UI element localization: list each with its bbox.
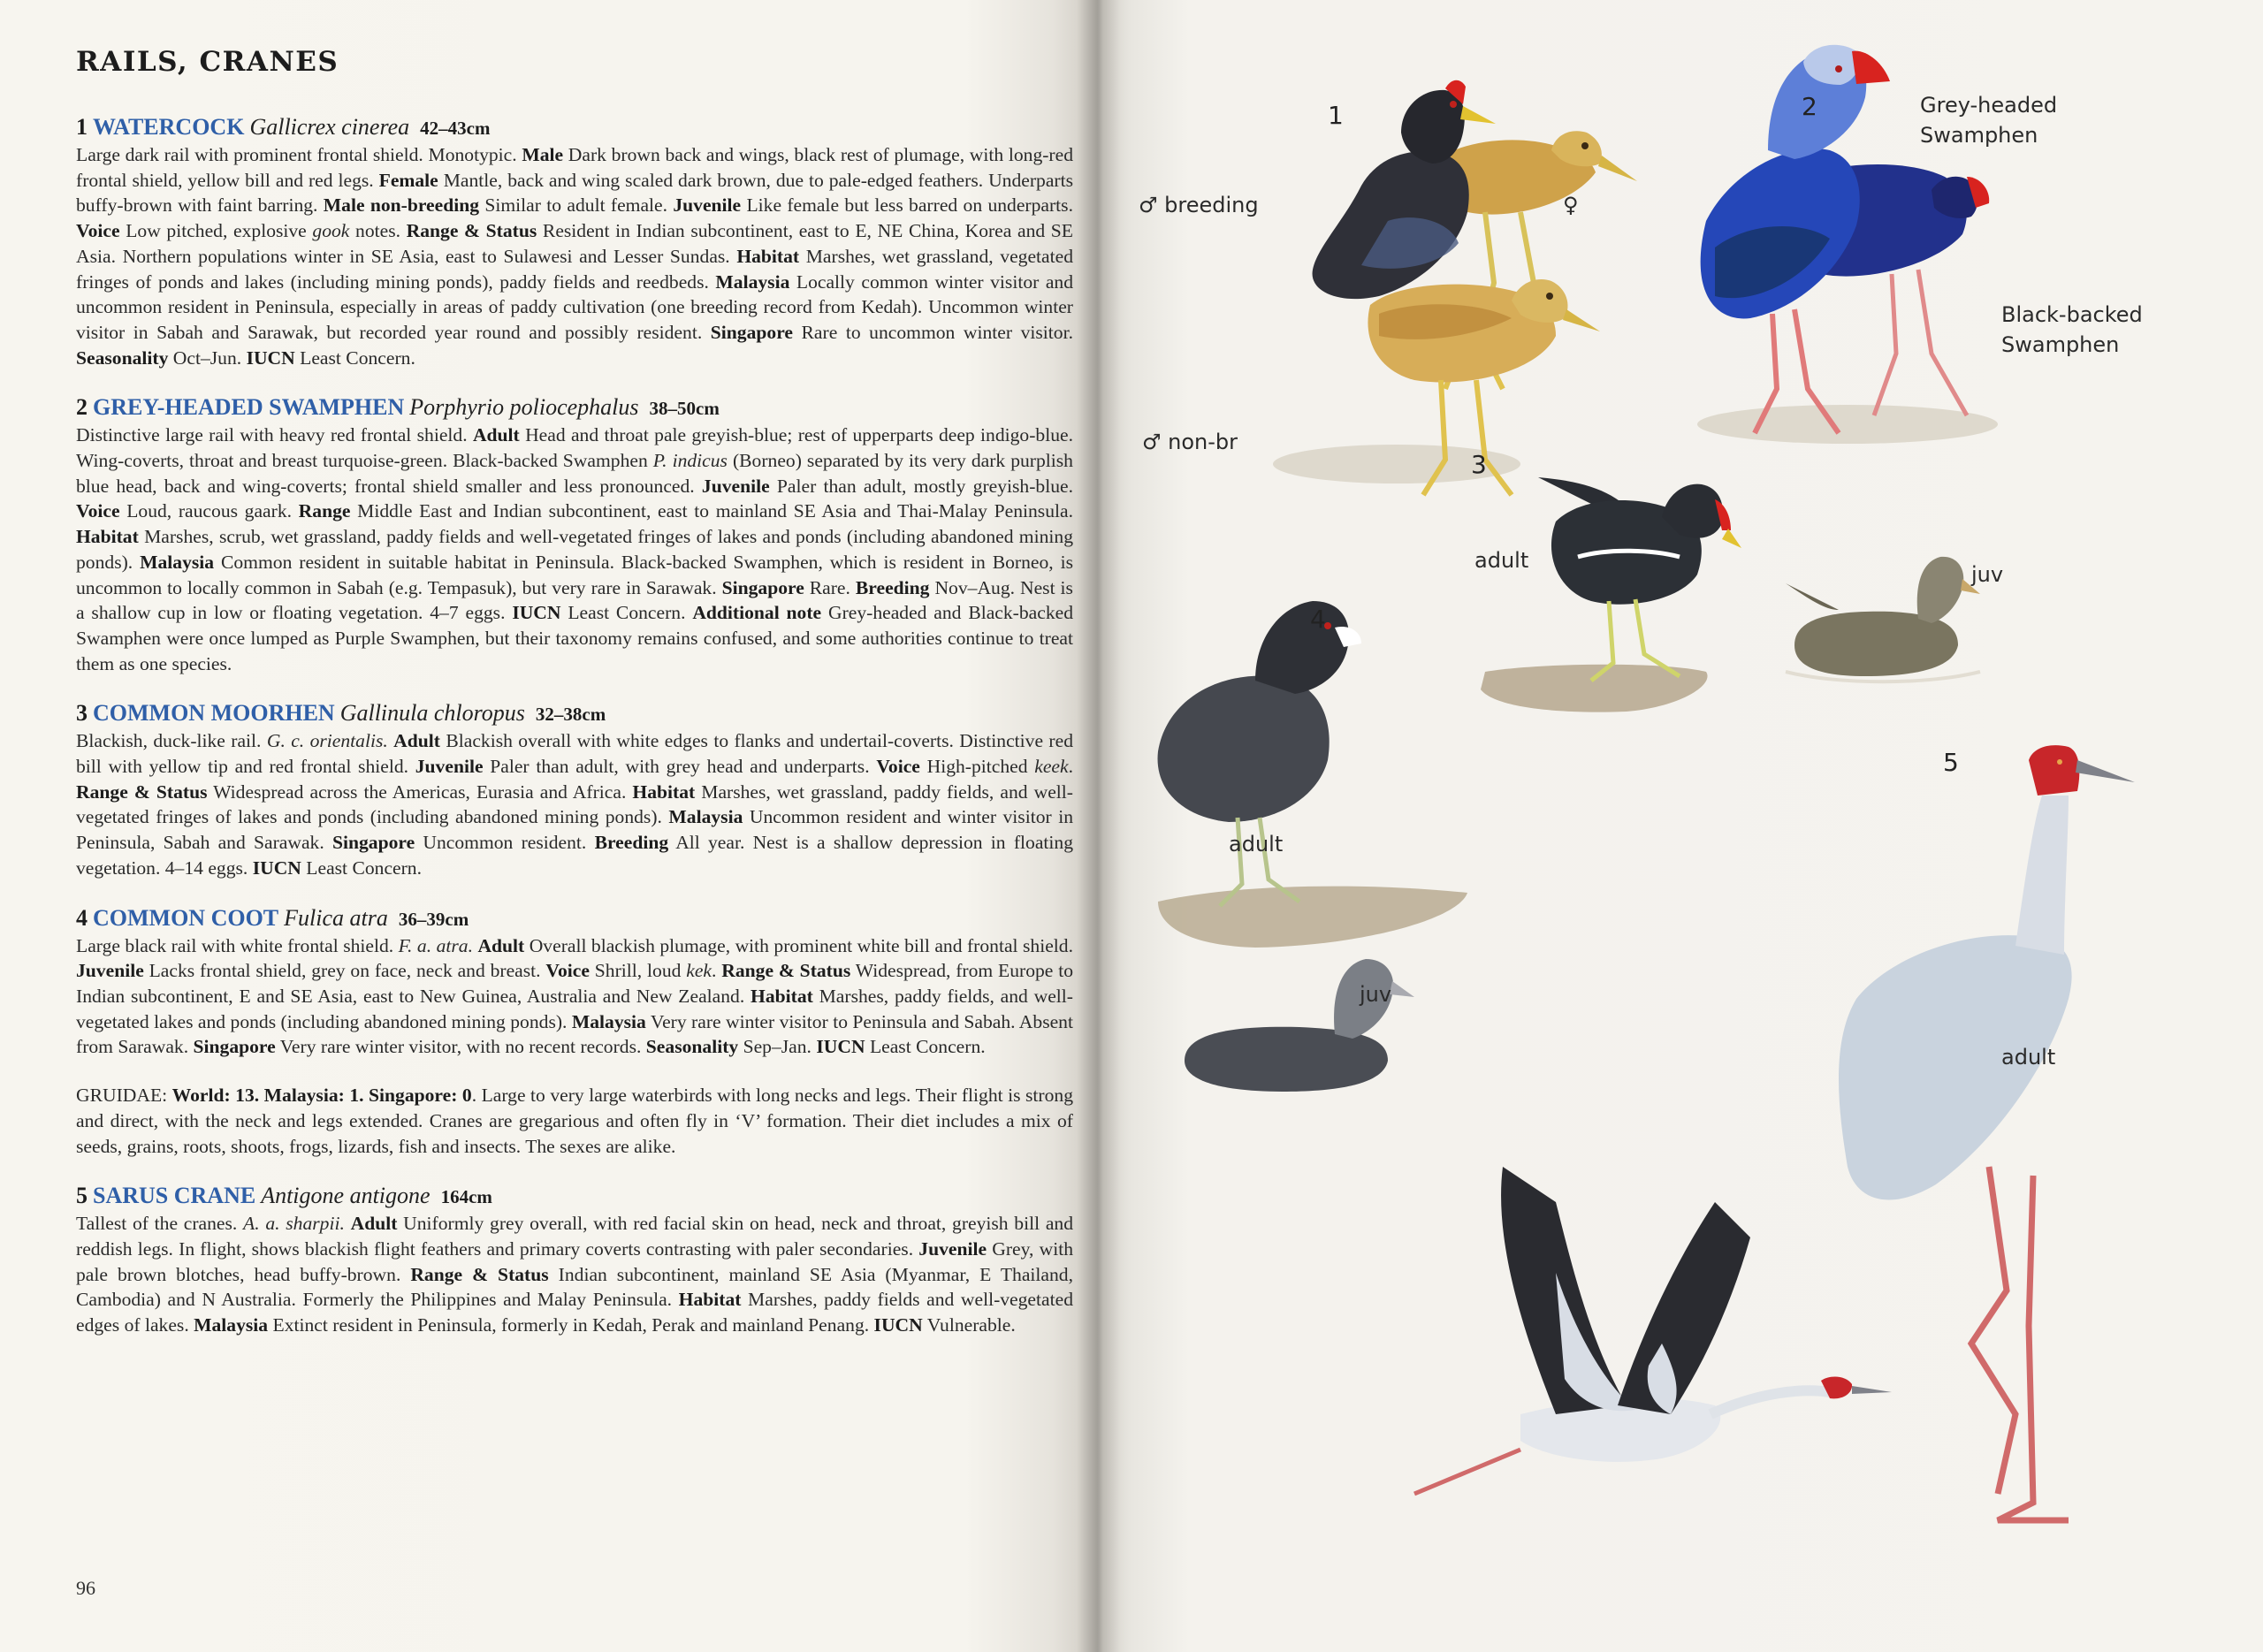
species-description: Large dark rail with prominent frontal shield. Monotypic. Male Dark brown back and wings, black rest of plumage, with long-red frontal shield, yellow bill and red legs. Female Mantle, back and wing scaled dark brown, due to pale-edged feathers. Underparts buffy-brown with faint barring. Male non-breeding Similar to adult female. Juvenile Like female but less barred on underparts. Voice Low pitched, explosive gook notes. Range & Status Resident in Indian subcontinent, east to E, NE China, Korea and SE Asia. Northern populations winter in SE Asia, east to Sulawesi and Lesser Sundas. Habitat Marshes, wet grassland, vegetated fringes of ponds and lakes (including mining ponds), paddy fields and reedbeds. Malaysia Locally common winter visitor and uncommon resident in Peninsula, especially in areas of paddy cultivation (one breeding record from Kedah). Uncommon winter visitor in Sabah and Sarawak, but recorded year round and possibly resident. Singapore Rare to uncommon winter visitor. Seasonality Oct–Jun. IUCN Least Concern.: [76, 144, 1074, 369]
species-description: Distinctive large rail with heavy red frontal shield. Adult Head and throat pale greyish-blue; rest of upperparts deep indigo-blue. Wing-coverts, throat and breast turquoise-green. Black-backed Swamphen P. indicus (Borneo) separated by its very dark purplish blue head, back and wing-coverts; frontal shield smaller and less pronounced. Juvenile Paler than adult, mostly greyish-blue. Voice Loud, raucous gaark. Range Middle East and Indian subcontinent, east to mainland SE Asia and Thai-Malay Peninsula. Habitat Marshes, scrub, wet grassland, paddy fields and well-vegetated fringes of lakes and ponds (including abandoned mining ponds). Malaysia Common resident in suitable habitat in Peninsula. Black-backed Swamphen, which is resident in Borneo, is uncommon to locally common in Sabah (e.g. Tempasuk), but very rare in Sarawak. Singapore Rare. Breeding Nov–Aug. Nest is a shallow cup in low or floating vegetation. 4–7 eggs. IUCN Least Concern. Additional note Grey-headed and Black-backed Swamphen were once lumped as Purple Swamphen, but their taxonomy remains confused, and some authorities continue to treat them as one species.: [76, 424, 1074, 674]
bold-keyword: Voice: [76, 220, 120, 242]
species-entry: [76, 699, 1073, 880]
coot-adult-figure: [1158, 601, 1361, 906]
italic-text: gook: [312, 220, 350, 242]
bold-keyword: Range & Status: [721, 960, 851, 982]
species-title: [76, 1182, 1073, 1211]
bold-keyword: Habitat: [76, 526, 139, 548]
bold-keyword: Adult: [393, 730, 440, 752]
bold-keyword: Breeding: [855, 576, 930, 598]
scientific-name: Antigone antigone: [261, 1183, 431, 1209]
left-page: [0, 0, 1096, 1652]
moorhen-adult-figure: [1538, 477, 1741, 681]
scientific-name: Fulica atra: [284, 904, 388, 931]
species-entry: [76, 1182, 1073, 1338]
bold-keyword: Male non-breeding: [323, 194, 480, 217]
species-number: 5: [76, 1183, 88, 1209]
bold-keyword: IUCN: [246, 346, 295, 369]
bold-keyword: Singapore: [710, 321, 793, 343]
species-name: SARUS CRANE: [93, 1183, 256, 1209]
species-size: 38–50cm: [649, 398, 720, 420]
label-male-breeding: ♂ breeding: [1139, 193, 1259, 217]
bold-keyword: Additional note: [692, 602, 822, 624]
bold-keyword: Female: [378, 169, 438, 191]
bold-keyword: Adult: [472, 424, 520, 446]
species-title: [76, 393, 1073, 423]
species-name: WATERCOCK: [93, 114, 245, 140]
bold-keyword: IUCN: [252, 856, 301, 879]
species-title: [76, 113, 1073, 142]
bold-keyword: Male: [522, 144, 564, 165]
italic-text: A. a. sharpii.: [243, 1213, 345, 1235]
sarus-crane-adult-figure: [1839, 745, 2135, 1520]
label-male-nonbreeding: ♂ non-br: [1142, 430, 1238, 454]
sarus-crane-illustration: [1414, 745, 2135, 1520]
label-black-backed-line1: Black-backed: [2001, 302, 2143, 327]
scientific-name: Gallicrex cinerea: [249, 114, 410, 140]
sarus-crane-flight-figure: [1414, 1167, 1892, 1494]
bold-keyword: Singapore: [193, 1036, 276, 1058]
species-size: 42–43cm: [420, 118, 491, 139]
moorhen-illustration: [1481, 477, 1980, 712]
italic-text: G. c. orientalis.: [266, 730, 388, 752]
bold-keyword: Habitat: [632, 780, 696, 803]
italic-text: F. a. atra.: [398, 934, 473, 956]
label-moorhen-juvenile: juv: [1971, 562, 2004, 587]
page-header: RAILS, CRANES: [76, 46, 339, 78]
bold-keyword: Malaysia: [715, 270, 790, 293]
species-entry: [76, 393, 1073, 676]
bold-keyword: Adult: [350, 1213, 398, 1235]
bold-keyword: Range & Status: [410, 1263, 549, 1285]
bold-keyword: Singapore: [721, 576, 804, 598]
right-page: [1096, 0, 2263, 1652]
plate-number-3: 3: [1471, 450, 1487, 479]
bold-keyword: Range: [298, 500, 351, 522]
moorhen-juvenile-figure: [1786, 557, 1980, 681]
watercock-illustration: [1273, 80, 1637, 495]
bold-keyword: Range & Status: [76, 780, 208, 803]
bold-keyword: Malaysia: [194, 1314, 269, 1336]
bold-keyword: Juvenile: [701, 475, 770, 497]
bold-keyword: Voice: [876, 756, 920, 778]
species-title: [76, 904, 1073, 933]
species-description: Tallest of the cranes. A. a. sharpii. Adult Uniformly grey overall, with red facial skin on head, neck and throat, greyish bill and reddish legs. In flight, shows blackish flight feathers and primary coverts contrasting with paler secondaries. Juvenile Grey, with pale brown blotches, head buffy-brown. Range & Status Indian subcontinent, mainland SE Asia (Myanmar, E Thailand, Cambodia) and N Australia. Formerly the Philippines and Malay Peninsula. Habitat Marshes, paddy fields and well-vegetated edges of lakes. Malaysia Extinct resident in Peninsula, formerly in Kedah, Perak and mainland Penang. IUCN Vulnerable.: [76, 1213, 1074, 1336]
bold-keyword: Habitat: [751, 985, 813, 1007]
species-number: 2: [76, 394, 88, 421]
plate-number-1: 1: [1328, 101, 1344, 130]
scientific-name: Porphyrio poliocephalus: [409, 394, 639, 421]
plate-number-4: 4: [1310, 605, 1326, 634]
bold-keyword: World: 13. Malaysia: 1. Singapore: 0: [171, 1085, 472, 1107]
bold-keyword: Singapore: [331, 832, 415, 854]
species-number: 4: [76, 904, 88, 931]
bold-keyword: Breeding: [594, 832, 669, 854]
label-grey-headed-line2: Swamphen: [1920, 123, 2038, 148]
label-crane-adult: adult: [2001, 1045, 2056, 1070]
bold-keyword: IUCN: [816, 1036, 865, 1058]
label-grey-headed-line1: Grey-headed: [1920, 93, 2058, 118]
italic-text: P. indicus: [652, 450, 728, 472]
bold-keyword: Malaysia: [571, 1010, 646, 1032]
bold-keyword: Adult: [477, 934, 525, 956]
species-description: Blackish, duck-like rail. G. c. orientalis. Adult Blackish overall with white edges to flanks and undertail-coverts. Distinctive red bill with yellow tip and red frontal shield. Juvenile Paler than adult, with grey head and underparts. Voice High-pitched keek. Range & Status Widespread across the Americas, Eurasia and Africa. Habitat Marshes, wet grassland, paddy fields, and well-vegetated fringes of lakes and ponds (including abandoned mining ponds). Malaysia Uncommon resident and winter visitor in Peninsula, Sabah and Sarawak. Singapore Uncommon resident. Breeding All year. Nest is a shallow depression in floating vegetation. 4–14 eggs. IUCN Least Concern.: [76, 730, 1074, 879]
plate-number-2: 2: [1802, 92, 1817, 121]
label-moorhen-adult: adult: [1474, 548, 1529, 573]
bold-keyword: Seasonality: [76, 346, 169, 369]
species-entry: [76, 904, 1073, 1061]
bold-keyword: Malaysia: [668, 806, 743, 828]
species-text-column: [76, 113, 1073, 1361]
species-size: 164cm: [440, 1186, 492, 1208]
bold-keyword: Malaysia: [140, 551, 215, 573]
bold-keyword: Habitat: [678, 1289, 742, 1311]
scientific-name: Gallinula chloropus: [339, 700, 525, 727]
species-name: COMMON MOORHEN: [93, 700, 335, 727]
species-size: 36–39cm: [398, 908, 469, 930]
page-number: 96: [76, 1577, 95, 1599]
species-title: [76, 699, 1073, 728]
bold-keyword: IUCN: [512, 602, 561, 624]
species-number: 1: [76, 114, 88, 140]
label-coot-juvenile: juv: [1360, 982, 1392, 1007]
label-female: ♀: [1563, 193, 1579, 217]
species-name: COMMON COOT: [93, 904, 279, 931]
bold-keyword: Voice: [76, 500, 120, 522]
plate-number-5: 5: [1943, 748, 1959, 777]
label-coot-adult: adult: [1229, 832, 1284, 856]
italic-text: kek: [686, 960, 712, 982]
illustration-plate: [1096, 0, 2263, 1652]
species-number: 3: [76, 700, 88, 727]
coot-illustration: [1158, 601, 1467, 1092]
bold-keyword: Juvenile: [918, 1237, 987, 1260]
family-description: GRUIDAE: World: 13. Malaysia: 1. Singapore: 0. Large to very large waterbirds with long necks and legs. Their flight is strong and direct, with the neck and legs extended. Cranes are gregarious and often fly in ‘V’ formation. Their diet includes a mix of seeds, grains, roots, shoots, frogs, lizards, fish and insects. The sexes are alike.: [76, 1085, 1074, 1157]
bold-keyword: Habitat: [736, 245, 800, 267]
bold-keyword: Voice: [545, 960, 590, 982]
species-name: GREY-HEADED SWAMPHEN: [93, 394, 405, 421]
bold-keyword: Juvenile: [76, 960, 144, 982]
italic-text: keek: [1034, 756, 1069, 778]
coot-juvenile-figure: [1185, 959, 1414, 1092]
species-description: Large black rail with white frontal shield. F. a. atra. Adult Overall blackish plumage, with prominent white bill and frontal shield. Juvenile Lacks frontal shield, grey on face, neck and breast. Voice Shrill, loud kek. Range & Status Widespread, from Europe to Indian subcontinent, E and SE Asia, east to New Guinea, Australia and New Zealand. Habitat Marshes, paddy fields, and well-vegetated lakes and ponds (including abandoned mining ponds). Malaysia Very rare winter visitor to Peninsula and Sabah. Absent from Sarawak. Singapore Very rare winter visitor, with no recent records. Seasonality Sep–Jan. IUCN Least Concern.: [76, 934, 1074, 1058]
label-black-backed-line2: Swamphen: [2001, 332, 2120, 357]
bold-keyword: Range & Status: [406, 220, 537, 242]
species-size: 32–38cm: [535, 704, 606, 726]
bold-keyword: IUCN: [873, 1314, 923, 1336]
species-entry: [76, 113, 1073, 370]
bold-keyword: Juvenile: [673, 194, 742, 217]
bold-keyword: Juvenile: [415, 756, 484, 778]
bold-keyword: Seasonality: [645, 1036, 739, 1058]
